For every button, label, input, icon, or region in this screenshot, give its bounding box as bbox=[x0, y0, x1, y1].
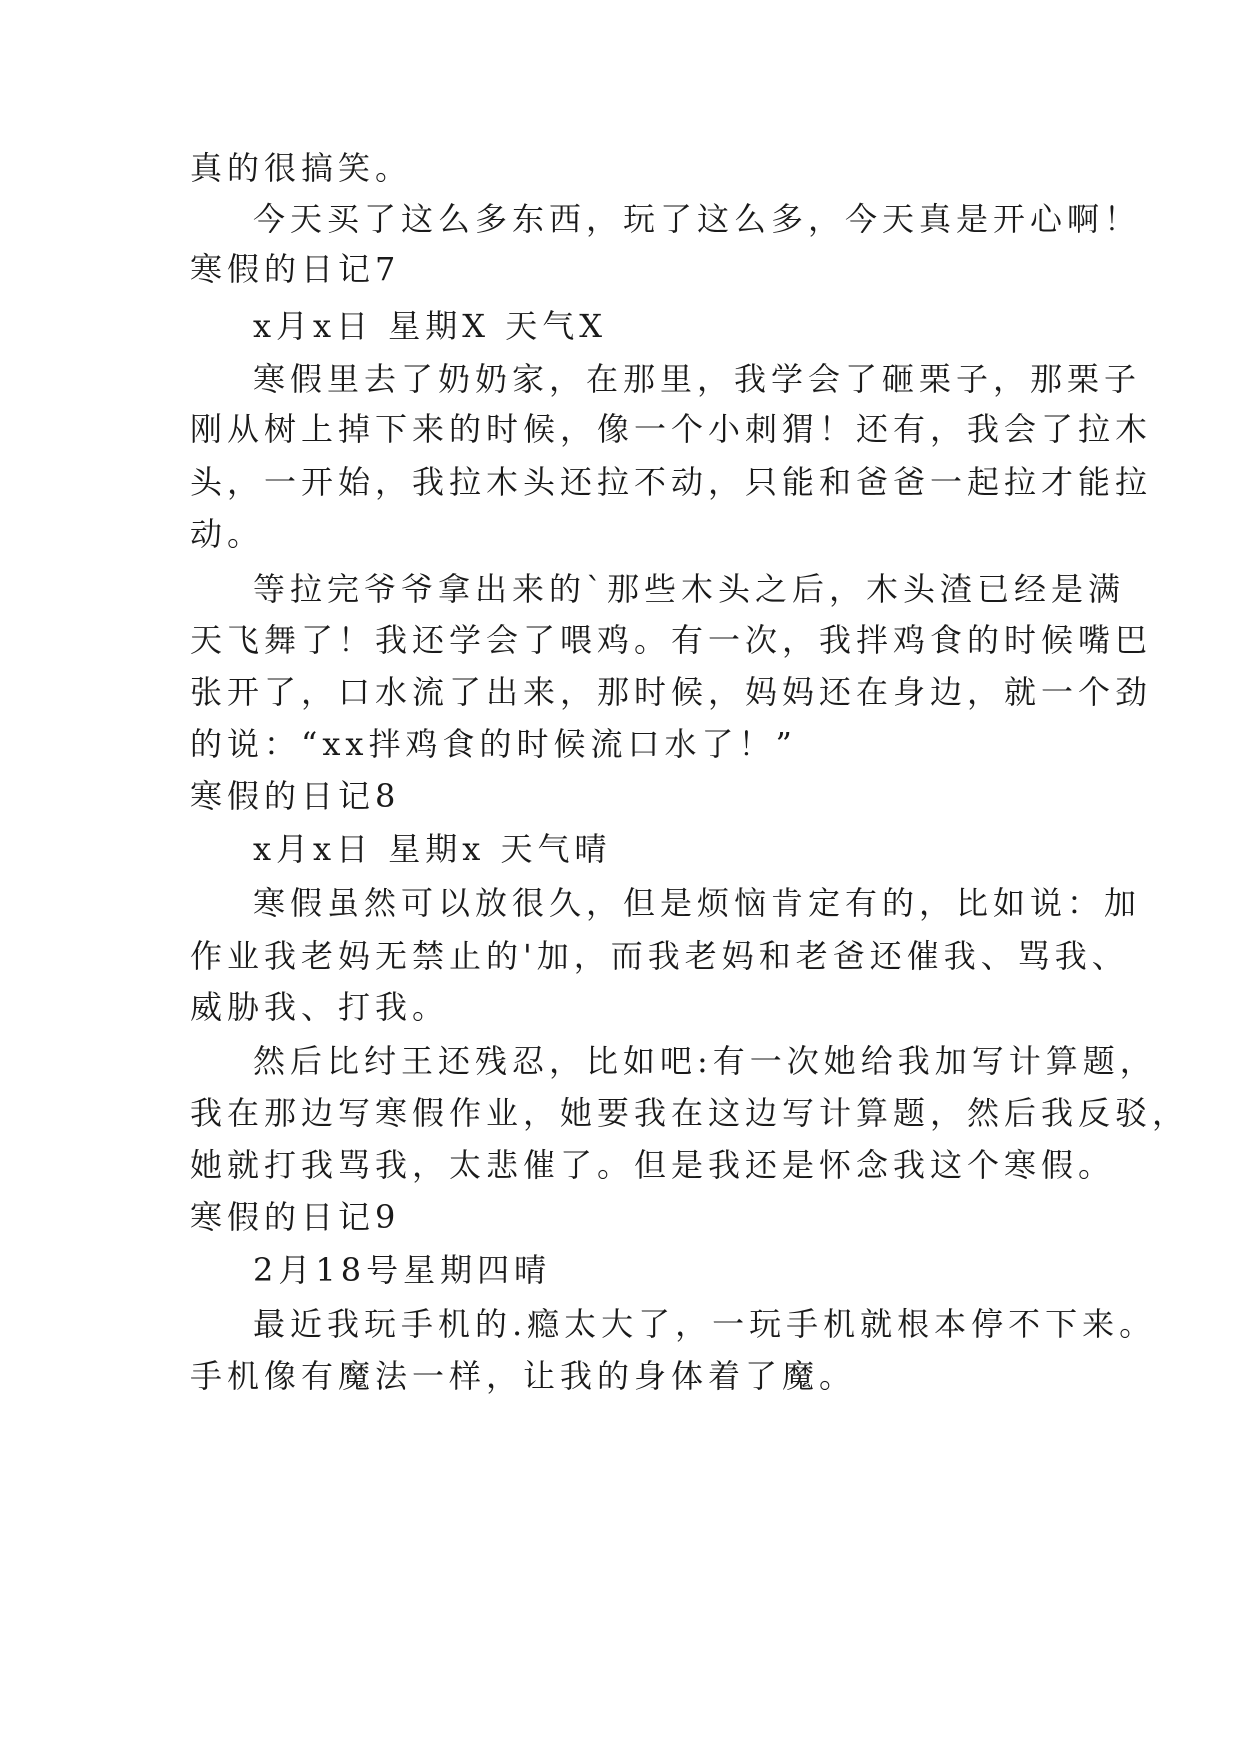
body-text-line: 最近我玩手机的.瘾太大了，一玩手机就根本停不下来。 bbox=[253, 1305, 1157, 1343]
body-text-line: 寒假虽然可以放很久，但是烦恼肯定有的，比如说：加 bbox=[253, 884, 1142, 922]
body-text-line: 威胁我、打我。 bbox=[190, 988, 450, 1026]
body-text-line: 手机像有魔法一样，让我的身体着了魔。 bbox=[190, 1357, 857, 1395]
body-text-line: 头，一开始，我拉木头还拉不动，只能和爸爸一起拉才能拉 bbox=[190, 463, 1153, 501]
body-text-line: 真的很搞笑。 bbox=[190, 149, 413, 187]
diary-heading: 寒假的日记8 bbox=[190, 777, 401, 815]
body-text-line: 然后比纣王还残忍，比如吧:有一次她给我加写计算题， bbox=[253, 1042, 1157, 1080]
body-text-line: 我在那边写寒假作业，她要我在这边写计算题，然后我反驳， bbox=[190, 1094, 1190, 1132]
body-text-line: 的说：“xx拌鸡食的时候流口水了！” bbox=[190, 725, 797, 763]
body-text-line: 张开了，口水流了出来，那时候，妈妈还在身边，就一个劲 bbox=[190, 673, 1153, 711]
diary-date-line: 2月18号星期四晴 bbox=[253, 1251, 552, 1289]
diary-heading: 寒假的日记7 bbox=[190, 250, 401, 288]
body-text-line: 今天买了这么多东西，玩了这么多，今天真是开心啊！ bbox=[253, 200, 1142, 238]
body-text-line: 刚从树上掉下来的时候，像一个小刺猬！还有，我会了拉木 bbox=[190, 410, 1153, 448]
diary-date-line: x月x日 星期X 天气X bbox=[253, 307, 608, 345]
body-text-line: 天飞舞了！我还学会了喂鸡。有一次，我拌鸡食的时候嘴巴 bbox=[190, 621, 1153, 659]
diary-heading: 寒假的日记9 bbox=[190, 1198, 401, 1236]
diary-date-line: x月x日 星期x 天气晴 bbox=[253, 830, 612, 868]
body-text-line: 寒假里去了奶奶家，在那里，我学会了砸栗子，那栗子 bbox=[253, 360, 1142, 398]
body-text-line: 她就打我骂我，太悲催了。但是我还是怀念我这个寒假。 bbox=[190, 1146, 1116, 1184]
body-text-line: 作业我老妈无禁止的'加，而我老妈和老爸还催我、骂我、 bbox=[190, 937, 1129, 975]
body-text-line: 等拉完爷爷拿出来的`那些木头之后，木头渣已经是满 bbox=[253, 570, 1126, 608]
body-text-line: 动。 bbox=[190, 515, 265, 553]
